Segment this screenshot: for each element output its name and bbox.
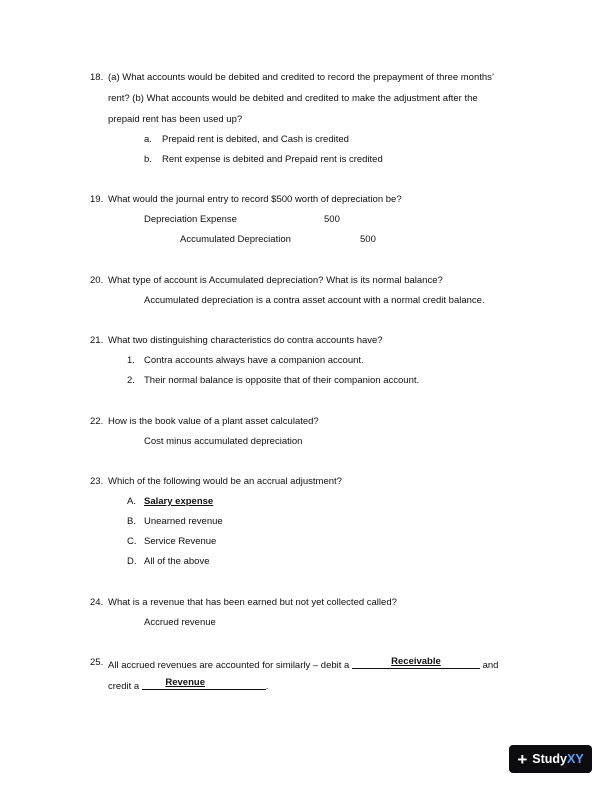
q18-line-2: rent? (b) What accounts would be debited and credited to make the adjustment after the (108, 93, 478, 104)
q23-option-a-marker: A. (127, 496, 136, 507)
q20-number: 20. (90, 275, 104, 286)
q19-credit-amount: 500 (360, 234, 376, 245)
q25-text-middle: and (482, 660, 499, 671)
q22-answer: Cost minus accumulated depreciation (144, 436, 303, 447)
q23-option-a: Salary expense (144, 496, 214, 507)
q18-number: 18. (90, 72, 104, 83)
q23-option-c-marker: C. (127, 536, 137, 547)
q18-answer-a: Prepaid rent is debited, and Cash is credited (162, 134, 349, 145)
q18-answer-b: Rent expense is debited and Prepaid rent is credited (162, 154, 383, 165)
q25-blank-1-answer: Receivable (391, 656, 441, 667)
q21-number: 21. (90, 335, 104, 346)
q21-answer-1-marker: 1. (127, 355, 135, 366)
q25-line2-before: credit a (108, 681, 140, 692)
q25-line-2 (108, 678, 268, 693)
q18-line-3: prepaid rent has been used up? (108, 114, 243, 125)
q23-option-d: All of the above (144, 556, 210, 567)
q23-number: 23. (90, 476, 104, 487)
q23-question: Which of the following would be an accrual adjustment? (108, 476, 342, 487)
q19-debit-amount: 500 (324, 214, 340, 225)
q23-option-c: Service Revenue (144, 536, 217, 547)
q20-question: What type of account is Accumulated depreciation? What is its normal balance? (108, 275, 443, 286)
q22-number: 22. (90, 416, 104, 427)
q24-number: 24. (90, 597, 104, 608)
q24-answer: Accrued revenue (144, 617, 216, 628)
q25-number: 25. (90, 657, 104, 668)
q18-line-1: (a) What accounts would be debited and credited to record the prepayment of three months’ (108, 72, 495, 83)
q23-option-d-marker: D. (127, 556, 137, 567)
q18-answer-a-marker: a. (144, 134, 152, 145)
q23-option-b-marker: B. (127, 516, 136, 527)
q18-answer-b-marker: b. (144, 154, 152, 165)
brand-text-part1: Study (532, 752, 567, 766)
q25-line2-after: . (265, 681, 269, 692)
q25-line-1 (108, 657, 498, 672)
q21-question: What two distinguishing characteristics do contra accounts have? (108, 335, 383, 346)
q19-number: 19. (90, 194, 104, 205)
q25-blank-2-answer: Revenue (165, 677, 205, 688)
q19-debit-account: Depreciation Expense (144, 214, 237, 225)
studyxy-logo-badge[interactable] (509, 745, 592, 773)
q22-question: How is the book value of a plant asset calculated? (108, 416, 319, 427)
q19-credit-account: Accumulated Depreciation (180, 234, 291, 245)
q25-blank-2 (142, 678, 266, 690)
q24-question: What is a revenue that has been earned but not yet collected called? (108, 597, 397, 608)
q20-answer: Accumulated depreciation is a contra asset account with a normal credit balance. (144, 295, 485, 306)
plus-icon: + (517, 749, 528, 769)
q25-text-before: All accrued revenues are accounted for similarly – debit a (108, 660, 350, 671)
brand-text-part2: XY (566, 752, 584, 766)
q21-answer-2: Their normal balance is opposite that of their companion account. (144, 375, 420, 386)
q23-option-b: Unearned revenue (144, 516, 223, 527)
brand-text (532, 752, 583, 766)
q21-answer-1: Contra accounts always have a companion account. (144, 355, 364, 366)
q21-answer-2-marker: 2. (127, 375, 135, 386)
q19-question: What would the journal entry to record $500 worth of depreciation be? (108, 194, 402, 205)
q25-blank-1 (352, 657, 480, 669)
